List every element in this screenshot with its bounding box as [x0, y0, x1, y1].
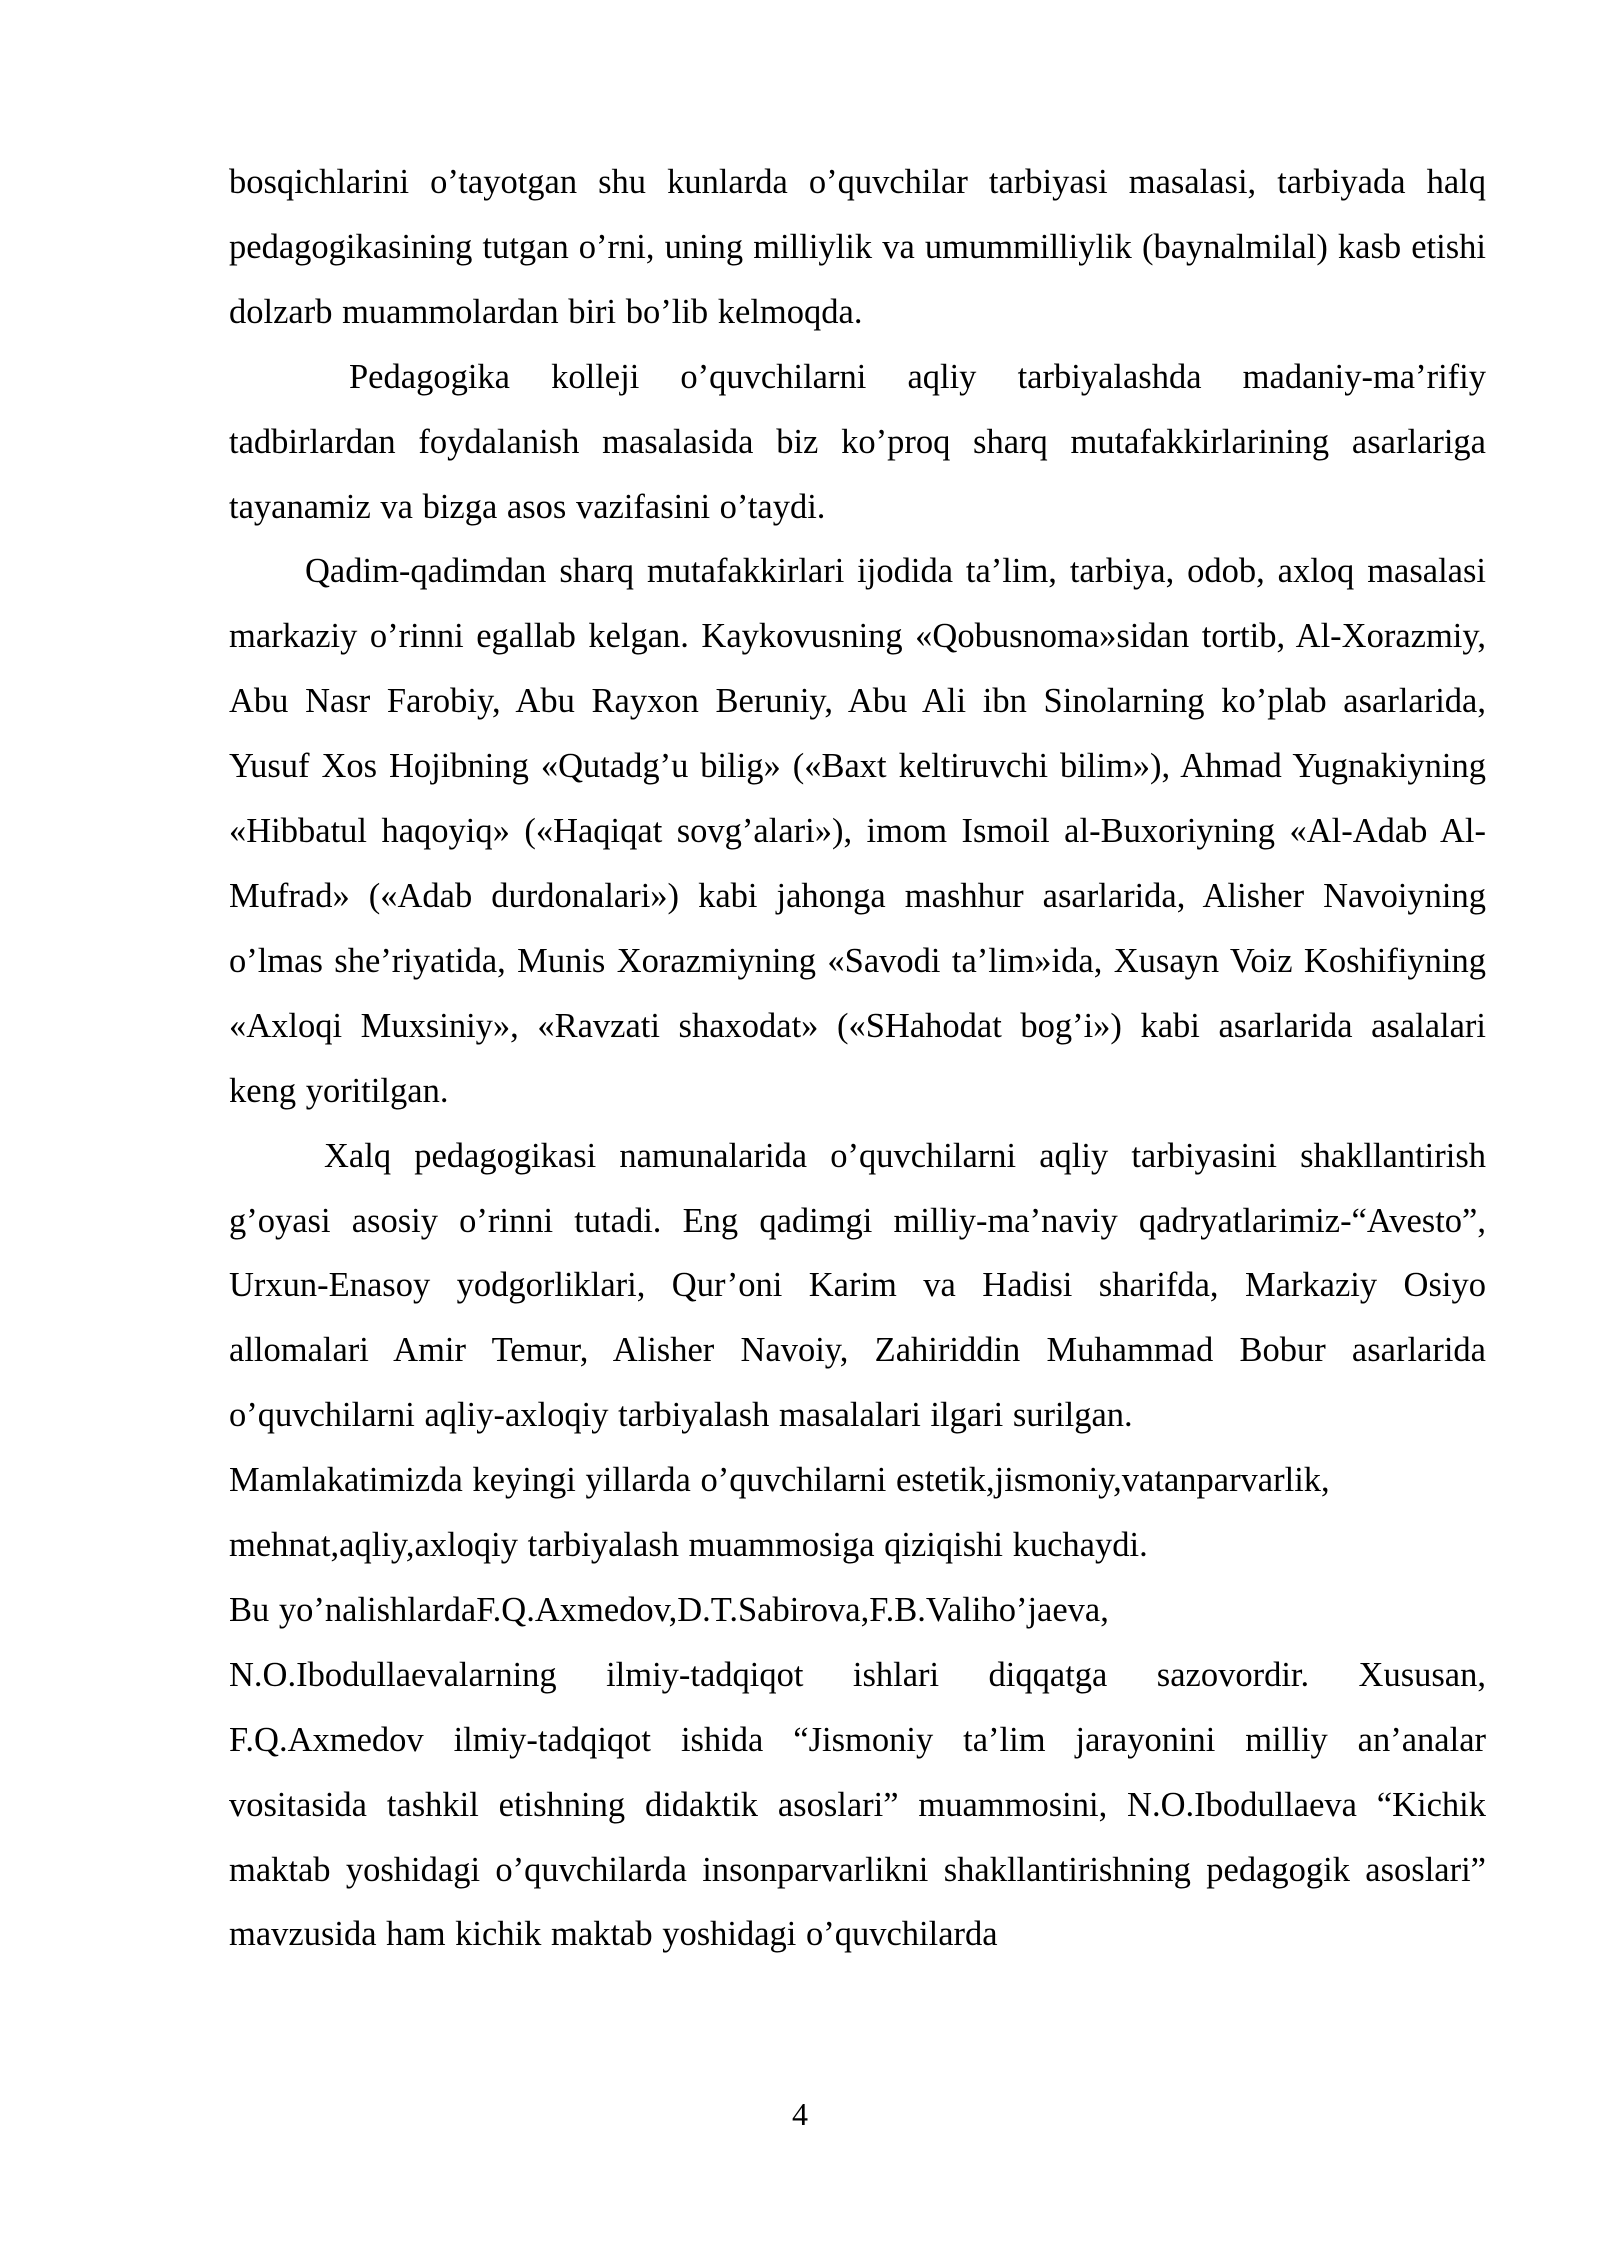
paragraph-7: N.O.Ibodullaevalarning ilmiy-tadqiqot ishlari diqqatga sazovordir. Xususan, F.Q.Axmedov ilmiy-tadqiqot ishida “Jismoniy ta’lim jarayonini milliy an’analar vositasida tashkil etishning didaktik asoslari” muammosini, N.O.Ibodullaeva “Kichik maktab yoshidagi o’quvchilarda insonparvarlikni shakllantirishning pedagogik asoslari” mavzusida ham kichik maktab yoshidagi o’quvchilarda: [229, 1655, 1486, 1954]
paragraph-4: Xalq pedagogikasi namunalarida o’quvchilarni aqliy tarbiyasini shakllantirish g’oyasi asosiy o’rinni tutadi. Eng qadimgi milliy-ma’naviy qadryatlarimiz-“Avesto”, Urxun-Enasoy yodgorliklari, Qur’oni Karim va Hadisi sharifda, Markaziy Osiyo allomalari Amir Temur, Alisher Navoiy, Zahiriddin Muhammad Bobur asarlarida o’quvchilarni aqliy-axloqiy tarbiyalash masalalari ilgari surilgan.: [229, 1136, 1486, 1435]
paragraph-6: Bu yo’nalishlardaF.Q.Axmedov,D.T.Sabirova,F.B.Valiho’jaeva,: [229, 1590, 1109, 1629]
paragraph-3: Qadim-qadimdan sharq mutafakkirlari ijodida ta’lim, tarbiya, odob, axloq masalasi markaziy o’rinni egallab kelgan. Kaykovusning «Qobusnoma»sidan tortib, Al-Xorazmiy, Abu Nasr Farobiy, Abu Rayxon Beruniy, Abu Ali ibn Sinolarning ko’plab asarlarida, Yusuf Xos Hojibning «Qutadg’u bilig» («Baxt keltiruvchi bilim»), Ahmad Yugnakiyning «Hibbatul haqoyiq» («Haqiqat sovg’alari»), imom Ismoil al-Buxoriyning «Al-Adab Al-Mufrad» («Adab durdonalari») kabi jahonga mashhur asarlarida, Alisher Navoiyning o’lmas she’riyatida, Munis Xorazmiyning «Savodi ta’lim»ida, Xusayn Voiz Koshifiyning «Axloqi Muxsiniy», «Ravzati shaxodat» («SHahodat bog’i») kabi asarlarida asalalari keng yoritilgan.: [229, 552, 1486, 1110]
document-page: [229, 150, 1486, 1967]
paragraph-1: bosqichlarini o’tayotgan shu kunlarda o’quvchilar tarbiyasi masalasi, tarbiyada halq pedagogikasining tutgan o’rni, uning milliylik va umummilliylik (baynalmilal) kasb etishi dolzarb muammolardan biri bo’lib kelmoqda.: [229, 163, 1486, 331]
page-number: 4: [792, 2096, 808, 2132]
paragraph-2: Pedagogika kolleji o’quvchilarni aqliy tarbiyalashda madaniy-ma’rifiy tadbirlardan foydalanish masalasida biz ko’proq sharq mutafakkirlarining asarlariga tayanamiz va bizga asos vazifasini o’taydi.: [229, 357, 1486, 526]
paragraph-5: Mamlakatimizda keyingi yillarda o’quvchilarni estetik,jismoniy,vatanparvarlik, mehnat,aqliy,axloqiy tarbiyalash muammosiga qiziqishi kuchaydi.: [229, 1461, 1330, 1565]
